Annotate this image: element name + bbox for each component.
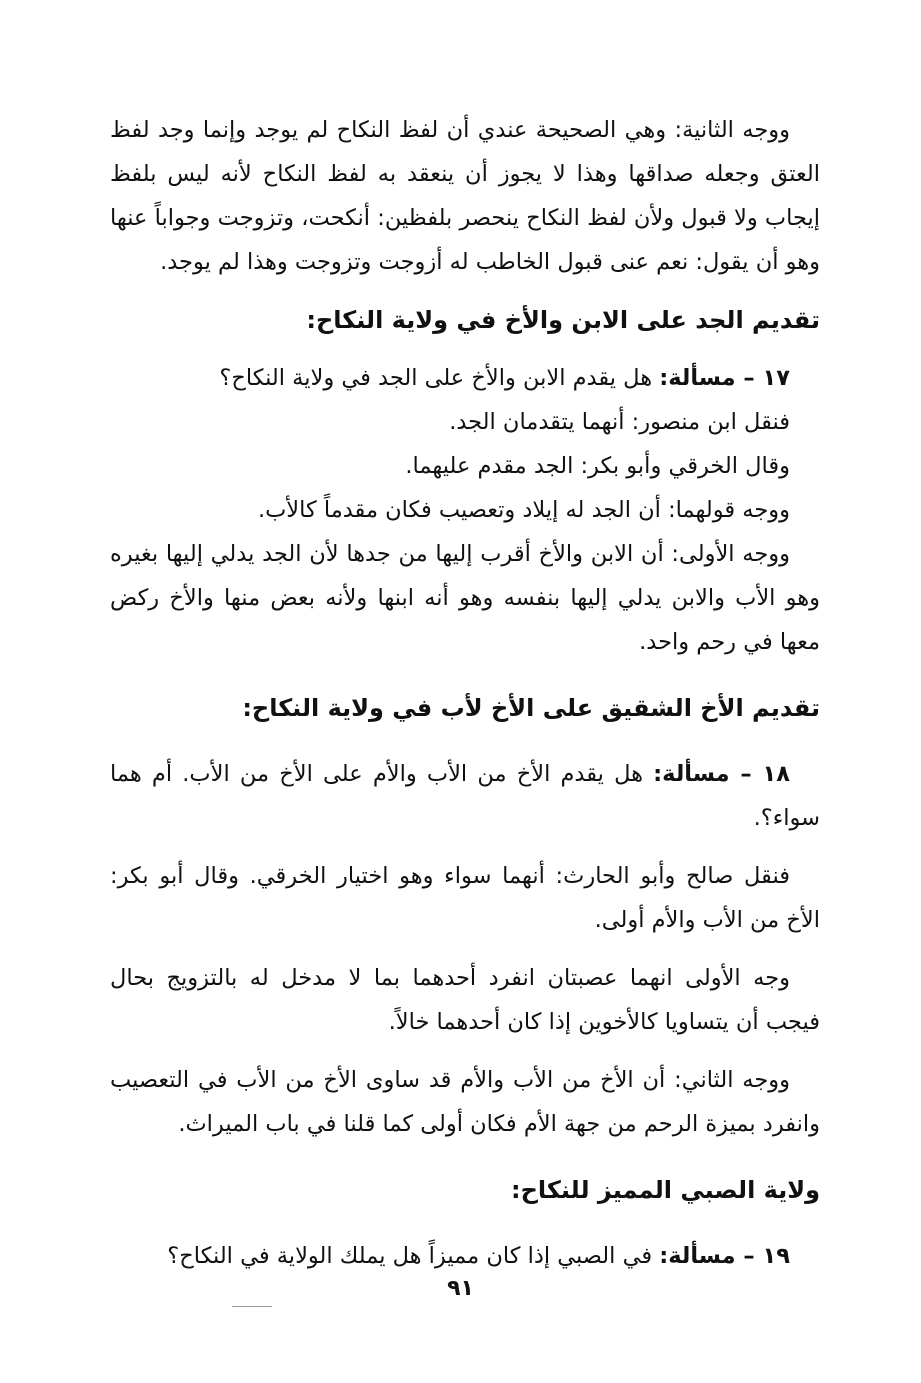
section-heading-grandfather: تقديم الجد على الابن والأخ في ولاية النكاح:	[306, 306, 820, 334]
question-17-line-3: وقال الخرقي وأبو بكر: الجد مقدم عليهما.	[405, 453, 790, 479]
paragraph-second-view: ووجه الثانية: وهي الصحيحة عندي أن لفظ النكاح لم يوجد وإنما وجد لفظ العتق وجعله صداقها وهذا لا يجوز أن ينعقد به لفظ النكاح لأنه ليس بلفظ إيجاب ولا قبول ولأن لفظ النكاح ينحصر بلفظين: أنكحت، وتزوجت وجواباً عنها وهو أن يقول: نعم عنى قبول الخاطب له أزوجت وتزوجت وهذا لم يوجد.	[110, 117, 820, 275]
question-18-paragraph-4: ووجه الثاني: أن الأخ من الأب والأم قد ساوى الأخ من الأب في التعصيب وانفرد بميزة الرحم من جهة الأم فكان أولى كما قلنا في باب الميراث.	[110, 1067, 820, 1137]
question-17-line-5: ووجه الأولى: أن الابن والأخ أقرب إليها من جدها لأن الجد يدلي إليها بغيره وهو الأب والابن يدلي إليها بنفسه وهو أنه ابنها ولأنه بعض منها والأخ ركض معها في رحم واحد.	[110, 541, 820, 655]
bottom-rule-left	[232, 1306, 272, 1307]
question-19-text: في الصبي إذا كان مميزاً هل يملك الولاية في النكاح؟	[167, 1243, 660, 1269]
question-19	[110, 1234, 820, 1278]
question-17-line-2: فنقل ابن منصور: أنهما يتقدمان الجد.	[449, 409, 790, 435]
page-body	[110, 108, 820, 1278]
page-number: ٩١	[447, 1276, 474, 1301]
question-19-number: ١٩ – مسألة:	[659, 1243, 790, 1269]
question-17-text: هل يقدم الابن والأخ على الجد في ولاية النكاح؟	[219, 365, 660, 391]
question-18-paragraph-2: فنقل صالح وأبو الحارث: أنهما سواء وهو اختيار الخرقي. وقال أبو بكر: الأخ من الأب والأم أولى.	[110, 863, 820, 933]
question-17	[110, 356, 820, 400]
question-18-text: هل يقدم الأخ من الأب والأم على الأخ من الأب. أم هما سواء؟.	[110, 761, 820, 831]
question-18	[110, 752, 820, 840]
section-heading-full-brother: تقديم الأخ الشقيق على الأخ لأب في ولاية النكاح:	[242, 694, 820, 722]
question-17-line-4: ووجه قولهما: أن الجد له إيلاد وتعصيب فكان مقدماً كالأب.	[257, 497, 790, 523]
question-18-paragraph-3: وجه الأولى انهما عصبتان انفرد أحدهما بما لا مدخل له بالتزويج بحال فيجب أن يتساويا كالأخوين إذا كان أحدهما خالاً.	[110, 965, 820, 1035]
question-18-number: ١٨ – مسألة:	[653, 761, 790, 787]
section-heading-minor-boy: ولاية الصبي المميز للنكاح:	[511, 1176, 820, 1204]
question-17-number: ١٧ – مسألة:	[659, 365, 790, 391]
